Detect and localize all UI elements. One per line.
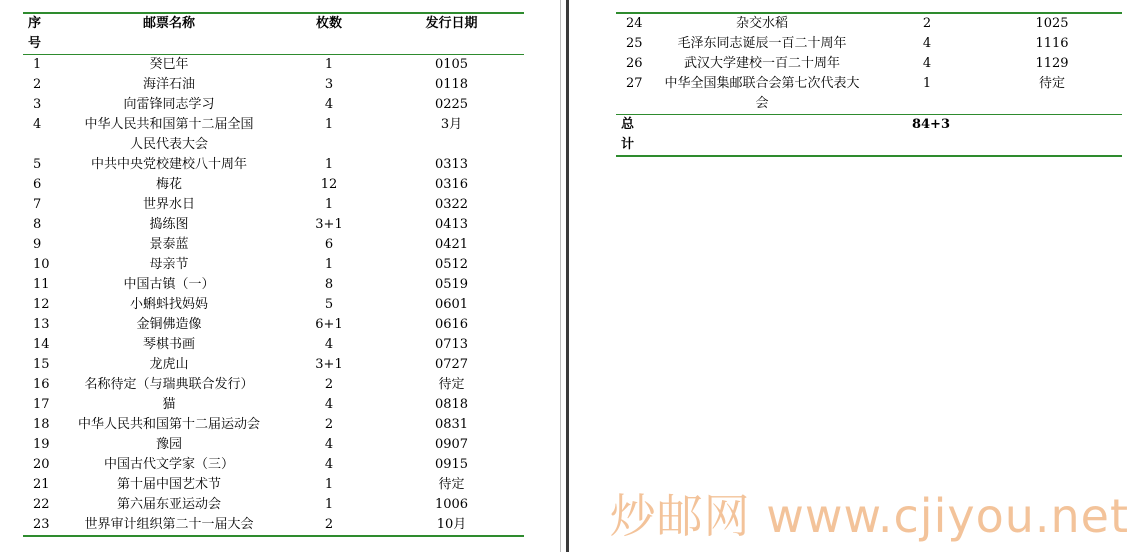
serial-cell: 21	[33, 477, 50, 492]
count-cell: 3+1	[315, 357, 343, 372]
stamp-name-cell: 金铜佛造像	[136, 317, 202, 332]
stamp-name-cell: 癸巳年	[149, 57, 189, 72]
page-divider	[560, 0, 574, 552]
stamp-name-cell: 捣练图	[149, 217, 189, 232]
issue-date-cell: 0313	[434, 157, 469, 172]
issue-date-cell: 0105	[434, 57, 469, 72]
stamp-name-cell: 中国古代文学家（三）	[103, 457, 234, 472]
count-cell: 1	[324, 197, 334, 212]
issue-date-cell: 0907	[434, 437, 469, 452]
serial-cell: 25	[626, 36, 643, 51]
serial-cell: 13	[33, 317, 50, 332]
count-cell: 2	[872, 13, 982, 34]
serial-cell: 10	[33, 257, 50, 272]
issue-date-cell: 10月	[379, 515, 524, 536]
serial-cell: 17	[33, 397, 50, 412]
table-row	[23, 315, 524, 335]
table-row	[23, 155, 524, 175]
table-row	[23, 415, 524, 435]
table-row	[23, 175, 524, 195]
issue-date-cell: 0225	[434, 97, 469, 112]
issue-date-cell: 0413	[434, 217, 469, 232]
stamp-name-cell: 名称待定（与瑞典联合发行）	[84, 377, 254, 392]
serial-cell: 5	[33, 157, 42, 172]
table-row	[23, 295, 524, 315]
count-cell: 1	[324, 117, 334, 132]
table-row	[23, 215, 524, 235]
stamp-name-cell: 武汉大学建校一百二十周年	[683, 56, 840, 71]
serial-cell: 18	[33, 417, 50, 432]
count-cell: 2	[324, 377, 334, 392]
count-cell: 5	[324, 297, 334, 312]
stamp-name-cell: 世界水日	[142, 197, 195, 212]
issue-date-cell: 0118	[434, 77, 469, 92]
issue-date-cell: 0421	[434, 237, 469, 252]
serial-cell: 2	[33, 77, 42, 92]
stamp-table-right	[616, 12, 1122, 157]
table-row	[23, 435, 524, 455]
issue-date-cell: 0831	[434, 417, 469, 432]
count-cell: 1	[324, 477, 334, 492]
count-cell: 4	[922, 36, 932, 51]
issue-date-cell: 待定	[438, 377, 465, 392]
stamp-name-cell: 母亲节	[149, 257, 189, 272]
count-cell: 4	[324, 437, 334, 452]
stamp-name-cell: 琴棋书画	[142, 337, 195, 352]
count-cell: 2	[324, 417, 334, 432]
serial-cell: 19	[33, 437, 50, 452]
left-page	[0, 0, 560, 552]
serial-cell: 22	[33, 497, 50, 512]
count-cell: 4	[324, 457, 334, 472]
stamp-name-cell: 第六届东亚运动会	[116, 497, 221, 512]
count-cell: 4	[324, 337, 334, 352]
count-cell: 4	[324, 97, 334, 112]
stamp-name-cell: 中国古镇（一）	[123, 277, 215, 292]
issue-date-cell: 0316	[434, 177, 469, 192]
table-row	[23, 355, 524, 375]
stamp-name-cell: 毛泽东同志诞辰一百二十周年	[677, 36, 847, 51]
serial-cell: 11	[33, 277, 50, 292]
table-row	[23, 495, 524, 515]
serial-cell: 1	[33, 57, 42, 72]
table-row	[23, 115, 524, 155]
table-row	[616, 34, 1122, 54]
table-row	[23, 395, 524, 415]
table-header-row	[23, 13, 524, 55]
issue-date-cell: 1116	[1035, 36, 1069, 51]
serial-cell: 12	[33, 297, 50, 312]
table-row	[23, 95, 524, 115]
count-cell: 3	[324, 77, 334, 92]
count-cell: 6	[324, 237, 334, 252]
issue-date-cell: 1025	[982, 13, 1122, 34]
table-row	[23, 375, 524, 395]
stamp-name-cell: 中共中央党校建校八十周年	[90, 157, 247, 172]
table-row	[23, 275, 524, 295]
table-row	[23, 455, 524, 475]
serial-cell: 26	[626, 56, 643, 71]
stamp-name-cell: 海洋石油	[142, 77, 195, 92]
table-row	[23, 335, 524, 355]
table-row	[23, 255, 524, 275]
table-row	[616, 13, 1122, 34]
issue-date-cell: 待定	[438, 477, 465, 492]
stamp-table-left	[23, 12, 524, 537]
total-label: 总计	[616, 115, 652, 157]
stamp-name-cell: 猫	[162, 397, 176, 412]
stamp-name-cell: 梅花	[155, 177, 182, 192]
stamp-name-cell: 世界审计组织第二十一届大会	[59, 515, 279, 536]
count-cell: 4	[324, 397, 334, 412]
count-cell: 1	[324, 497, 334, 512]
site-watermark: 炒邮网 www.cjiyou.net	[609, 489, 1129, 543]
stamp-name-cell: 第十届中国艺术节	[116, 477, 221, 492]
table-body-right	[616, 13, 1122, 115]
count-cell: 1	[922, 76, 932, 91]
stamp-name-cell: 中华人民共和国第十二届全国人民代表大会	[84, 117, 254, 152]
count-cell: 12	[320, 177, 338, 192]
issue-date-cell: 0915	[434, 457, 469, 472]
header-count: 枚数	[279, 13, 379, 55]
table-row	[23, 75, 524, 95]
issue-date-cell: 待定	[1038, 76, 1065, 91]
serial-cell: 16	[33, 377, 50, 392]
issue-date-cell: 1006	[434, 497, 469, 512]
count-cell: 1	[324, 157, 334, 172]
count-cell: 4	[922, 56, 932, 71]
table-row	[23, 515, 524, 536]
serial-cell: 9	[33, 237, 42, 252]
total-count: 84+3	[652, 115, 872, 157]
serial-cell: 14	[33, 337, 50, 352]
count-cell: 8	[324, 277, 334, 292]
count-cell: 2	[279, 515, 379, 536]
stamp-name-cell: 龙虎山	[149, 357, 189, 372]
serial-cell: 8	[33, 217, 42, 232]
issue-date-cell: 3月	[440, 117, 463, 132]
serial-cell: 15	[33, 357, 50, 372]
stamp-name-cell: 小蝌蚪找妈妈	[129, 297, 208, 312]
stamp-name-cell: 向雷锋同志学习	[123, 97, 215, 112]
issue-date-cell: 0519	[434, 277, 469, 292]
serial-cell: 6	[33, 177, 42, 192]
table-body-left	[23, 55, 524, 537]
issue-date-cell: 0616	[434, 317, 469, 332]
count-cell: 1	[324, 257, 334, 272]
serial-cell: 4	[33, 117, 42, 132]
serial-cell: 20	[33, 457, 50, 472]
stamp-name-cell: 中华全国集邮联合会第七次代表大会	[664, 76, 860, 111]
issue-date-cell: 0727	[434, 357, 469, 372]
table-row	[23, 475, 524, 495]
table-row	[23, 55, 524, 76]
serial-cell: 7	[33, 197, 42, 212]
stamp-name-cell: 豫园	[155, 437, 182, 452]
issue-date-cell: 0322	[434, 197, 469, 212]
stamp-name-cell: 杂交水稻	[652, 13, 872, 34]
serial-cell: 24	[616, 13, 652, 34]
issue-date-cell: 0818	[434, 397, 469, 412]
stamp-name-cell: 景泰蓝	[149, 237, 189, 252]
serial-cell: 23	[23, 515, 59, 536]
count-cell: 1	[324, 57, 334, 72]
count-cell: 3+1	[315, 217, 343, 232]
count-cell: 6+1	[315, 317, 343, 332]
issue-date-cell: 1129	[1035, 56, 1069, 71]
header-serial: 序号	[23, 13, 59, 55]
issue-date-cell: 0512	[434, 257, 469, 272]
total-row	[616, 115, 1122, 157]
stamp-name-cell: 中华人民共和国第十二届运动会	[77, 417, 260, 432]
serial-cell: 27	[626, 76, 643, 91]
table-row	[616, 54, 1122, 74]
table-row	[23, 195, 524, 215]
table-row	[23, 235, 524, 255]
header-issue-date: 发行日期	[379, 13, 524, 55]
header-stamp-name: 邮票名称	[59, 13, 279, 55]
issue-date-cell: 0601	[434, 297, 469, 312]
table-row	[616, 74, 1122, 115]
serial-cell: 3	[33, 97, 42, 112]
issue-date-cell: 0713	[434, 337, 469, 352]
